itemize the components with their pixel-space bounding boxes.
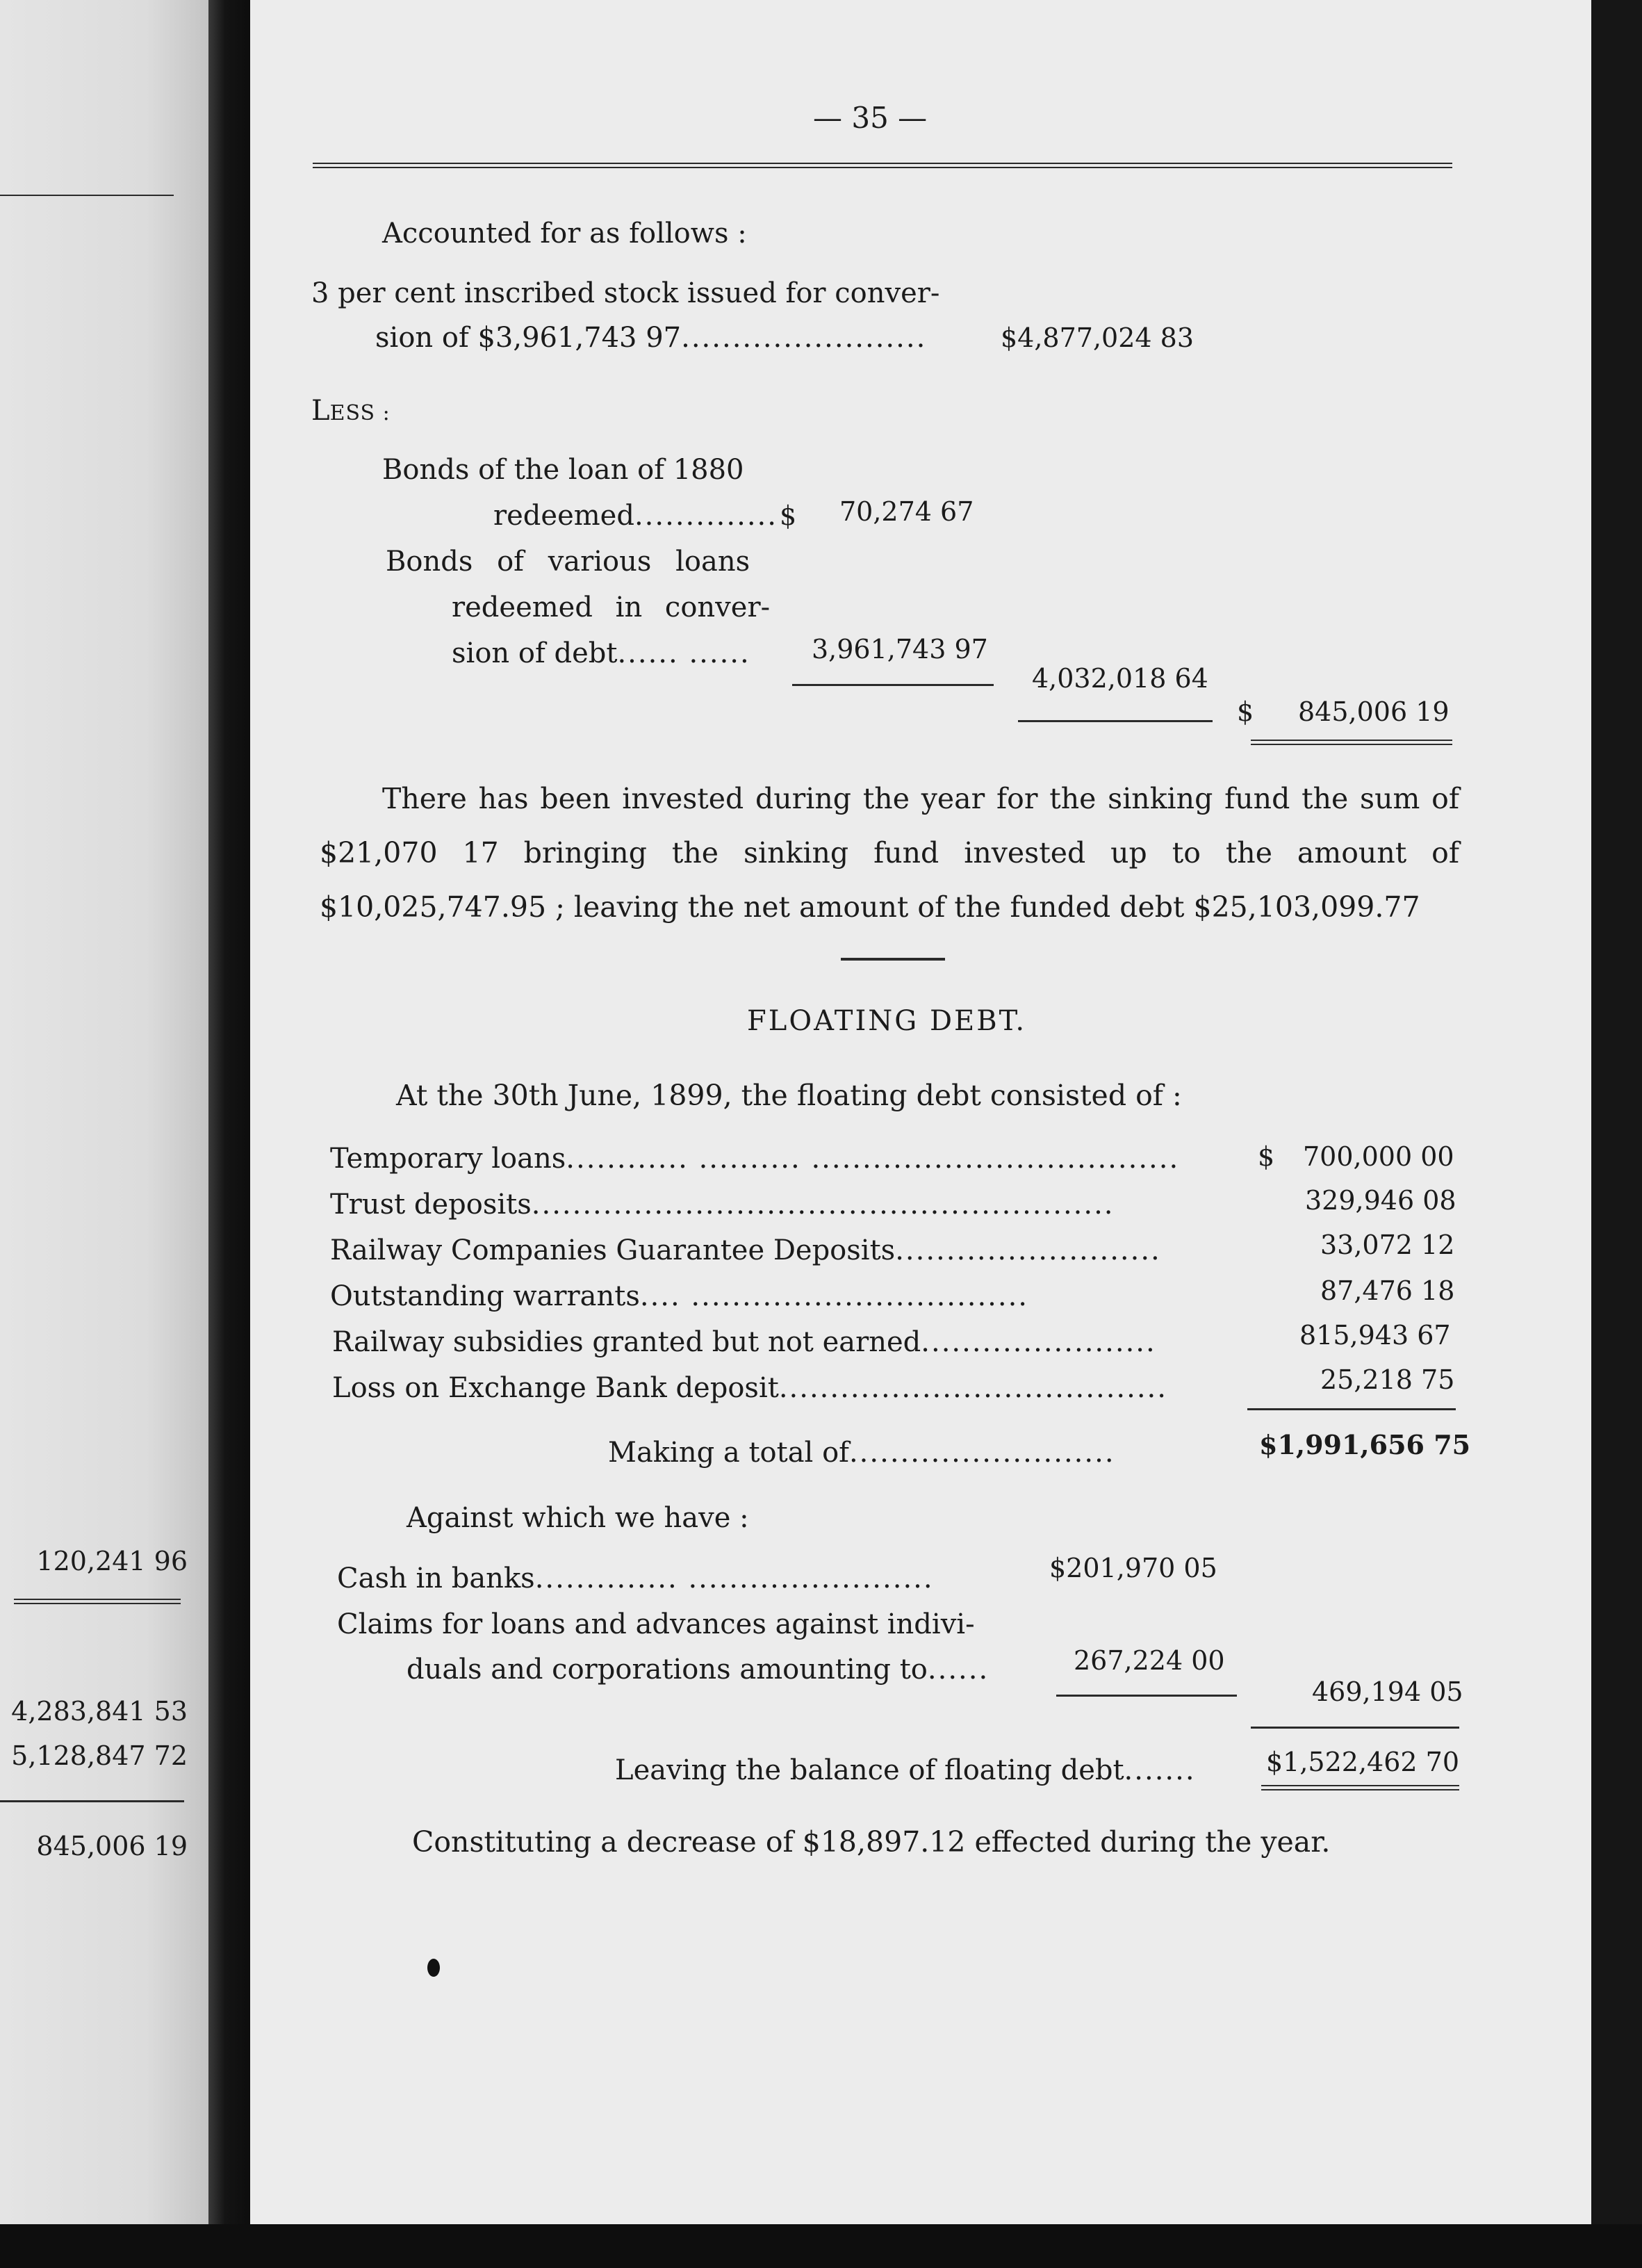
item-railway-guarantee: Railway Companies Guarantee Deposits.......................... (330, 1234, 1161, 1266)
bonds-various-line-3-text: sion of debt (452, 637, 618, 669)
balance-amount: $1,522,462 70 (1266, 1747, 1460, 1777)
item-exchange-loss-label: Loss on Exchange Bank deposit (332, 1372, 779, 1404)
header-rule (313, 163, 1452, 168)
net-dollar: $ (1237, 696, 1254, 727)
page-number: — 35 — (813, 101, 928, 135)
floating-debt-intro: At the 30th June, 1899, the floating debt consisted of : (396, 1079, 1182, 1112)
items-total-rule (1247, 1408, 1456, 1410)
item-exchange-loss-amount: 25,218 75 (1320, 1364, 1455, 1395)
sinking-fund-paragraph: There has been invested during the year for the sinking fund the sum of $21,070 17 bringing the sinking fund invested up to the amount of $10,025,747.95 ; leaving the net amount of the funded debt $25,103,099.77 (320, 782, 1459, 924)
bonds-1880-line-1: Bonds of the loan of 1880 (382, 454, 744, 486)
left-rule (0, 195, 174, 196)
against-heading: Against which we have : (407, 1502, 749, 1534)
item-railway-subsidies-label: Railway subsidies granted but not earned (332, 1326, 921, 1358)
item-temporary-loans-label: Temporary loans (330, 1143, 566, 1175)
bonds-various-line-2: redeemed in conver- (452, 592, 771, 623)
left-page-margin (0, 0, 208, 2268)
left-double-rule (14, 1599, 181, 1604)
against-subtotal-rule (1056, 1695, 1237, 1697)
decrease-statement: Constituting a decrease of $18,897.12 effected during the year. (412, 1825, 1331, 1859)
bonds-various-line-1: Bonds of various loans (386, 546, 750, 578)
accounted-heading: Accounted for as follows : (382, 218, 747, 250)
item-temporary-loans-dollar: $ (1258, 1141, 1275, 1172)
left-number-2: 4,283,841 53 (11, 1696, 188, 1727)
less-heading (311, 395, 391, 427)
document-page (250, 0, 1591, 2224)
item-trust-deposits-label: Trust deposits (330, 1189, 532, 1221)
balance-label: Leaving the balance of floating debt (615, 1754, 1124, 1786)
net-double-rule (1251, 740, 1452, 745)
bonds-1880-dollar: $ (780, 500, 797, 531)
item-temporary-loans: Temporary loans............ .......... .................................... (330, 1143, 1180, 1175)
net-amount: 845,006 19 (1298, 696, 1450, 727)
cash-in-banks-amount: $201,970 05 (1049, 1553, 1217, 1583)
bonds-1880-line-2-text: redeemed (493, 500, 634, 532)
less-heading-initial: L (311, 395, 330, 427)
item-temporary-loans-amount: 700,000 00 (1303, 1141, 1454, 1172)
ink-blot (427, 1959, 440, 1977)
scan-edge-right (1591, 0, 1642, 2268)
stock-line-2: sion of $3,961,743 97........................ (375, 322, 927, 354)
against-total-rule (1251, 1727, 1459, 1729)
left-number-4: 845,006 19 (36, 1831, 188, 1861)
bonds-1880-amount: 70,274 67 (839, 496, 974, 527)
left-number-1: 120,241 96 (36, 1546, 188, 1576)
making-total-amount: $1,991,656 75 (1259, 1429, 1471, 1460)
bonds-various-amount: 3,961,743 97 (812, 634, 988, 664)
item-trust-deposits-amount: 329,946 08 (1305, 1185, 1456, 1216)
scan-edge-bottom (0, 2224, 1642, 2268)
claims-line-2: duals and corporations amounting to...... (407, 1654, 990, 1686)
claims-amount: 267,224 00 (1074, 1645, 1225, 1676)
stock-line-1: 3 per cent inscribed stock issued for conver- (311, 277, 940, 309)
left-number-3: 5,128,847 72 (11, 1740, 188, 1771)
item-railway-subsidies: Railway subsidies granted but not earned....................... (332, 1326, 1156, 1358)
less-heading-rest: ESS : (329, 401, 391, 425)
making-total-label: Making a total of (608, 1437, 849, 1469)
against-total: 469,194 05 (1312, 1676, 1463, 1707)
claims-line-1: Claims for loans and advances against indivi- (337, 1608, 975, 1640)
item-outstanding-warrants-amount: 87,476 18 (1320, 1275, 1455, 1306)
bonds-1880-line-2: redeemed.............. (493, 500, 778, 532)
item-railway-guarantee-amount: 33,072 12 (1320, 1230, 1455, 1260)
section-divider (841, 958, 945, 961)
claims-line-2-text: duals and corporations amounting to (407, 1654, 928, 1686)
cash-in-banks-line: Cash in banks.............. ........................ (337, 1563, 934, 1594)
stock-amount: $4,877,024 83 (1001, 323, 1194, 353)
item-railway-guarantee-label: Railway Companies Guarantee Deposits (330, 1234, 896, 1266)
making-total-line: Making a total of.......................... (608, 1437, 1115, 1469)
item-exchange-loss: Loss on Exchange Bank deposit...................................... (332, 1372, 1167, 1404)
less-subtotal-rule (792, 684, 994, 686)
less-total-rule (1018, 720, 1213, 722)
book-gutter (208, 0, 250, 2268)
item-railway-subsidies-amount: 815,943 67 (1299, 1320, 1451, 1351)
item-outstanding-warrants: Outstanding warrants.... ................................. (330, 1280, 1029, 1312)
bonds-various-line-3: sion of debt...... ...... (452, 637, 750, 669)
floating-debt-heading: FLOATING DEBT. (747, 1005, 1027, 1037)
balance-line: Leaving the balance of floating debt....... (615, 1754, 1196, 1786)
left-total-rule (0, 1800, 184, 1802)
balance-double-rule (1261, 1785, 1459, 1790)
cash-in-banks-label: Cash in banks (337, 1563, 535, 1594)
item-trust-deposits: Trust deposits......................................................... (330, 1189, 1115, 1221)
item-outstanding-warrants-label: Outstanding warrants (330, 1280, 640, 1312)
less-total: 4,032,018 64 (1032, 663, 1208, 694)
stock-line-2-text: sion of $3,961,743 97 (375, 322, 682, 354)
